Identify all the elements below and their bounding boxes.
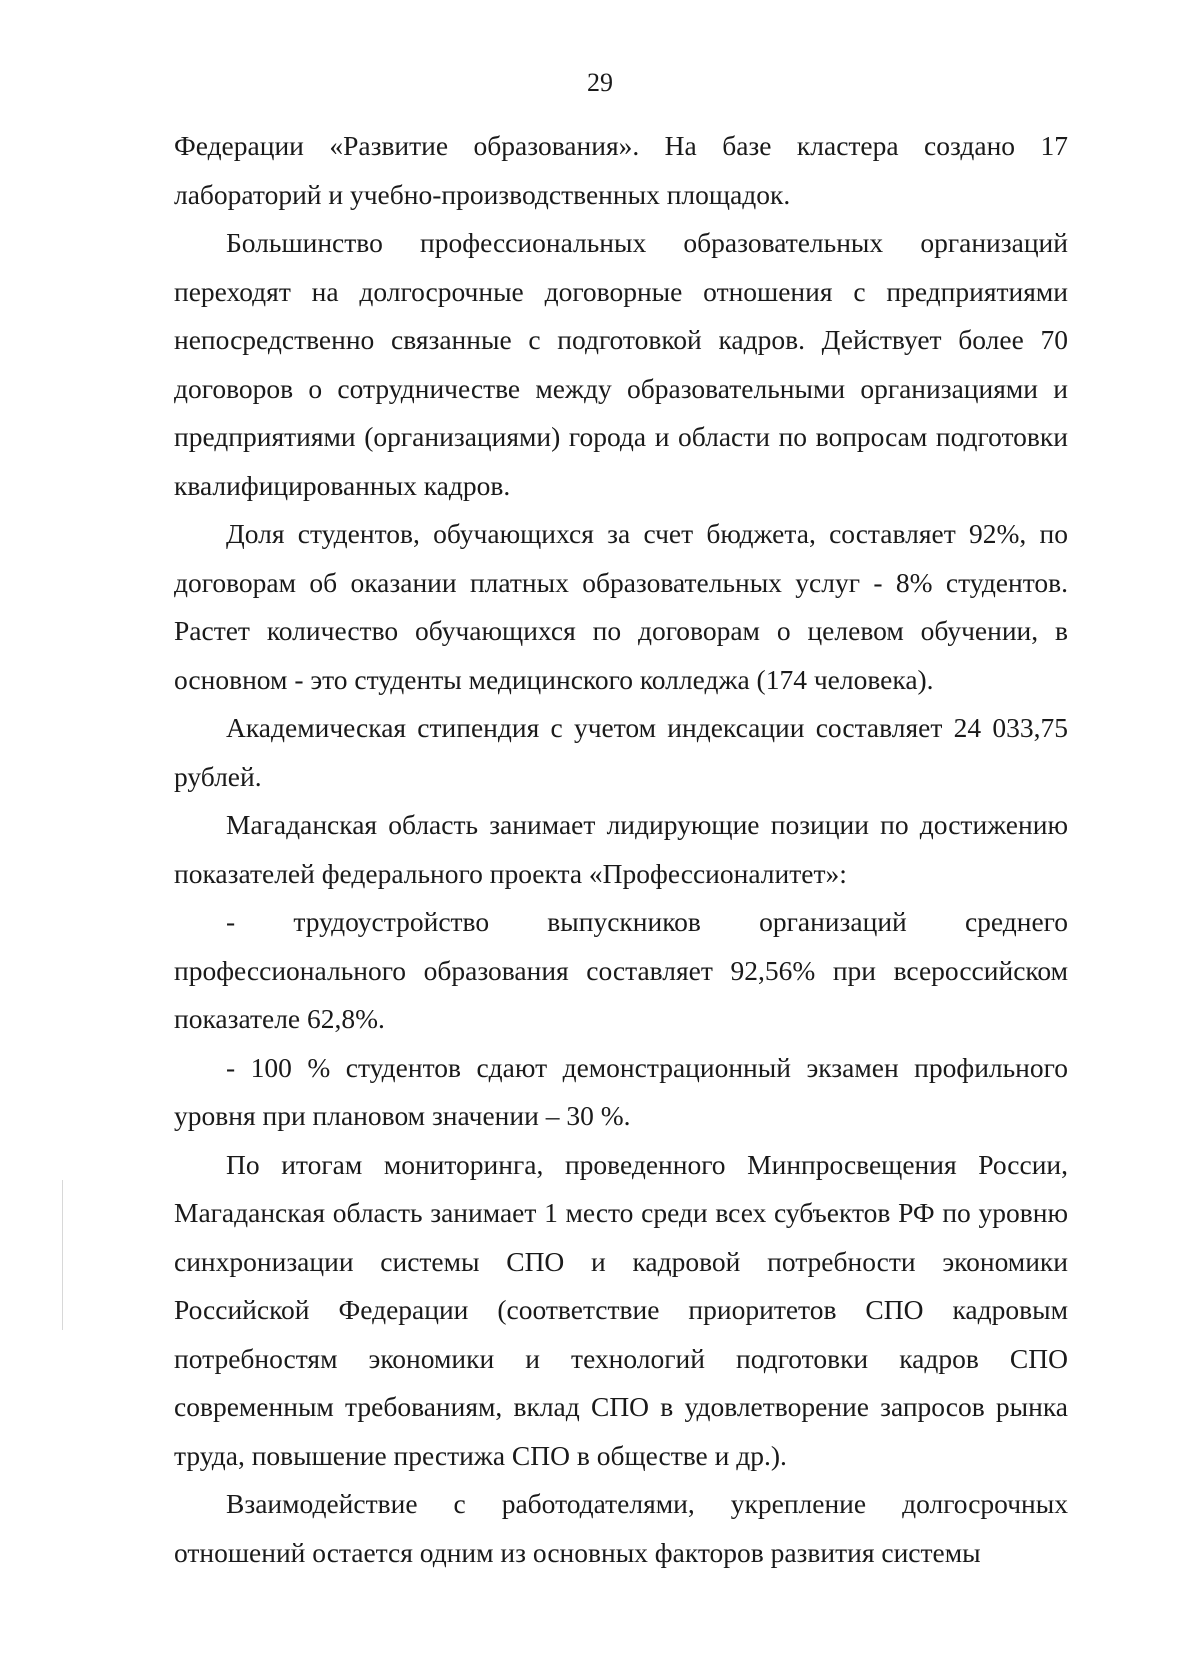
paragraph: По итогам мониторинга, проведенного Минпросвещения России, Магаданская область занимает 1 место среди всех субъектов РФ по уровню синхронизации системы СПО и кадровой потребности экономики Российской Федерации (соответствие приоритетов СПО кадровым потребностям экономики и технологий подготовки кадров СПО современным требованиям, вклад СПО в удовлетворение запросов рынка труда, повышение престижа СПО в обществе и др.). [174,1148,1068,1471]
paragraph: Доля студентов, обучающихся за счет бюджета, составляет 92%, по договорам об оказании платных образовательных услуг - 8% студентов. Растет количество обучающихся по договорам о целевом обучении, в основном - это студенты медицинского колледжа (174 человека). [174,518,1068,695]
paragraph: Федерации «Развитие образования». На базе кластера создано 17 лабораторий и учебно-производственных площадок. [174,130,1068,210]
scan-margin-line [62,1180,63,1330]
list-item: - трудоустройство выпускников организаций среднего профессионального образования составляет 92,56% при всероссийском показателе 62,8%. [174,906,1068,1034]
list-item: - 100 % студентов сдают демонстрационный экзамен профильного уровня при плановом значении – 30 %. [174,1051,1068,1131]
page-number: 29 [587,68,613,97]
body-text [174,122,1068,1577]
paragraph: Академическая стипендия с учетом индексации составляет 24 033,75 рублей. [174,712,1068,792]
paragraph: Большинство профессиональных образовательных организаций переходят на долгосрочные договорные отношения с предприятиями непосредственно связанные с подготовкой кадров. Действует более 70 договоров о сотрудничестве между образовательными организациями и предприятиями (организациями) города и области по вопросам подготовки квалифицированных кадров. [174,227,1068,501]
paragraph: Взаимодействие с работодателями, укрепление долгосрочных отношений остается одним из основных факторов развития системы [174,1488,1068,1568]
paragraph: Магаданская область занимает лидирующие позиции по достижению показателей федерального проекта «Профессионалитет»: [174,809,1068,889]
